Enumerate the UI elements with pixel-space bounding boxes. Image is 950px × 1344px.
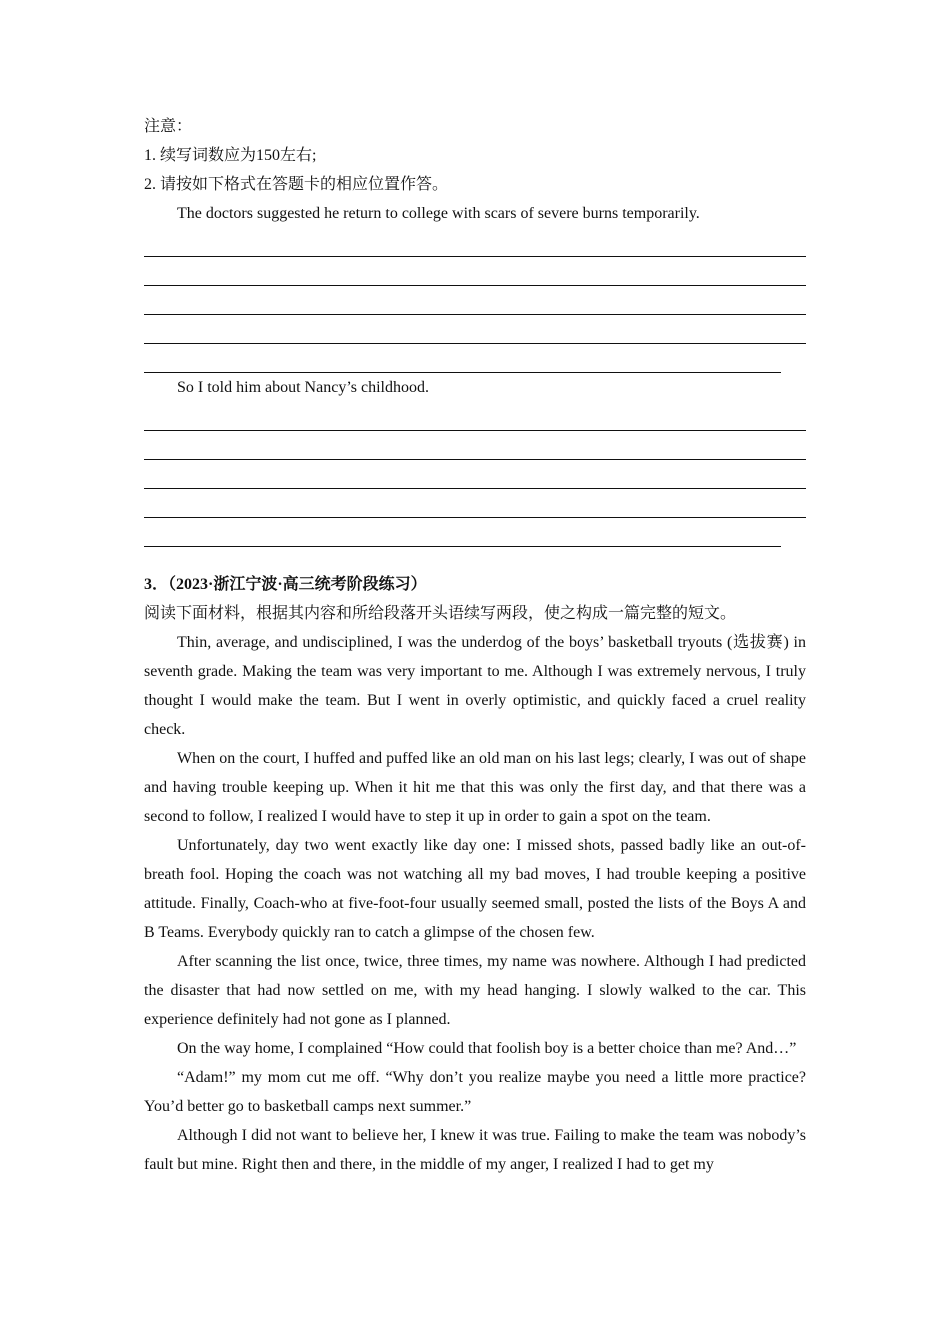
answer-line (144, 257, 806, 286)
answer-line (144, 489, 806, 518)
prompt-1: The doctors suggested he return to college with scars of severe burns temporarily. (177, 205, 700, 222)
answer-line (144, 315, 806, 344)
passage-paragraph: Unfortunately, day two went exactly like day one: I missed shots, passed badly like an out-of-breath fool. Hoping the coach was not watching all my bad moves, I had trouble keeping a positive attitude. Finally, Coach-who at five-foot-four usually seemed small, posted the lists of the Boys A and B Teams. Everybody quickly ran to catch a glimpse of the chosen few. (144, 837, 806, 941)
question-instruction: 阅读下面材料，根据其内容和所给段落开头语续写两段，使之构成一篇完整的短文。 (144, 605, 737, 622)
passage-paragraph: When on the court, I huffed and puffed like an old man on his last legs; clearly, I was out of shape and having trouble keeping up. When it hit me that this was only the first day, and that there was a second to follow, I realized I would have to step it up in order to gain a spot on the team. (144, 750, 806, 825)
answer-line (144, 402, 806, 431)
notes-item-1: 1. 续写词数应为150左右; (144, 147, 317, 164)
passage-paragraph: After scanning the list once, twice, three times, my name was nowhere. Although I had predicted the disaster that had now settled on me, with my head hanging. I slowly walked to the car. This experience definitely had not gone as I planned. (144, 953, 806, 1028)
answer-lines-1 (144, 228, 806, 373)
prompt-2: So I told him about Nancy’s childhood. (177, 379, 429, 396)
answer-line (144, 431, 806, 460)
answer-lines-2 (144, 402, 806, 547)
passage-paragraph: “Adam!” my mom cut me off. “Why don’t you realize maybe you need a little more practice? You’d better go to basketball camps next summer.” (144, 1069, 806, 1115)
answer-line (144, 286, 806, 315)
answer-line (144, 460, 806, 489)
passage-paragraph: On the way home, I complained “How could that foolish boy is a better choice than me? And…” (177, 1040, 797, 1057)
answer-line (144, 518, 781, 547)
notes-title: 注意： (144, 118, 193, 135)
answer-line (144, 228, 806, 257)
passage-paragraph: Although I did not want to believe her, I knew it was true. Failing to make the team was nobody’s fault but mine. Right then and there, in the middle of my anger, I realized I had to get my (144, 1127, 806, 1173)
passage (144, 628, 806, 1179)
document-page (144, 112, 806, 1179)
notes-item-2: 2. 请按如下格式在答题卡的相应位置作答。 (144, 176, 449, 193)
passage-paragraph: Thin, average, and undisciplined, I was the underdog of the boys’ basketball tryouts (选拔赛) in seventh grade. Making the team was very important to me. Although I was extremely nervous, I truly thought I would make the team. But I went in overly optimistic, and quickly faced a cruel reality check. (144, 634, 806, 738)
question-heading: 3．（2023·浙江宁波·高三统考阶段练习） (144, 576, 427, 593)
answer-line (144, 344, 781, 373)
